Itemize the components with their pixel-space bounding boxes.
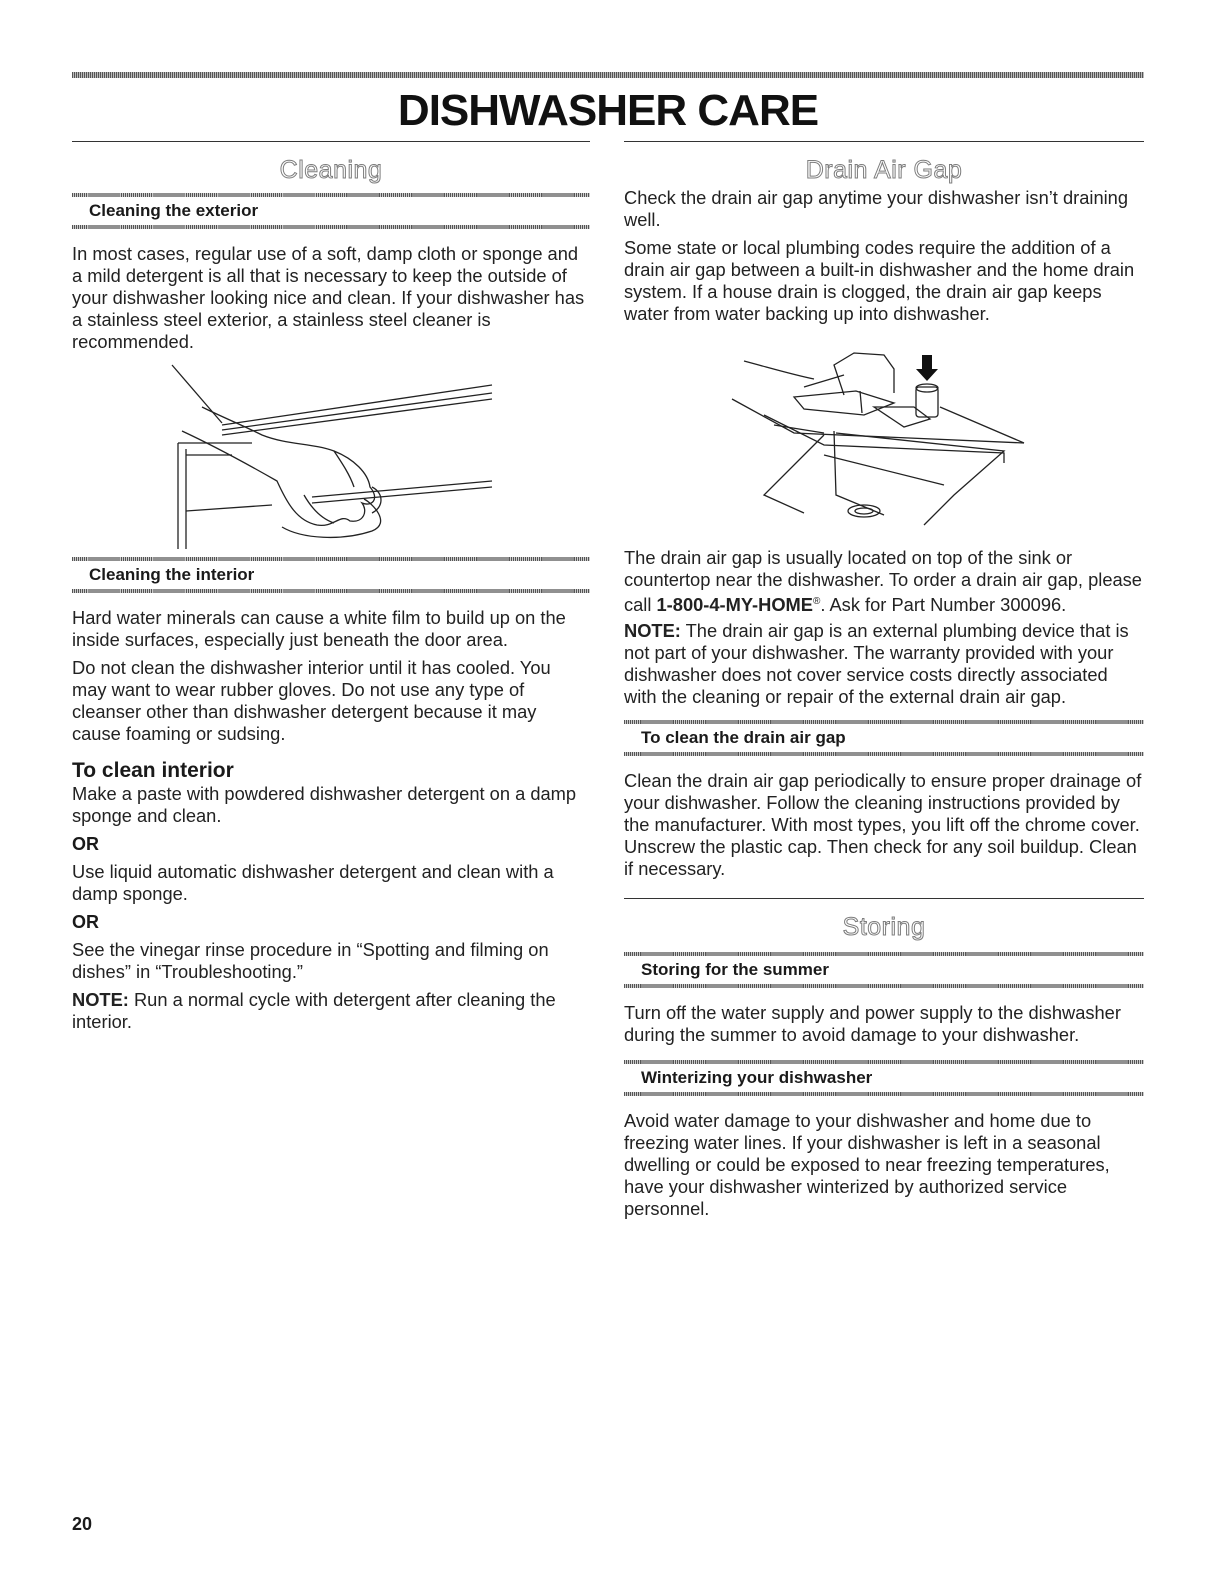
drain-note <box>624 620 1144 708</box>
sink-air-gap-illustration <box>624 335 1144 535</box>
clean-step-2: Use liquid automatic dishwasher detergent and clean with a damp sponge. <box>72 861 554 904</box>
cleaning-interior-heading: Cleaning the interior <box>72 557 590 593</box>
storing-section-title: Storing <box>842 913 926 942</box>
registered-mark: ® <box>812 596 821 607</box>
cleaning-interior-p2: Do not clean the dishwasher interior until it has cooled. You may want to wear rubber gloves. Do not use any type of cleanser other than dishwasher detergent because it may cause foaming or sudsing. <box>72 657 551 744</box>
clean-drain-text: Clean the drain air gap periodically to ensure proper drainage of your dishwasher. Follow the cleaning instructions provided by the manufacturer. With most types, you lift off the chrome cover. Unscrew the plastic cap. Then check for any soil buildup. Clean if necessary. <box>624 770 1142 880</box>
drain-p1: Check the drain air gap anytime your dishwasher isn’t draining well. <box>624 187 1129 230</box>
clean-step-3: See the vinegar rinse procedure in “Spotting and filming on dishes” in “Troubleshooting.” <box>72 939 549 982</box>
to-clean-interior-heading: To clean interior <box>72 759 234 782</box>
drain-note-text: The drain air gap is an external plumbing device that is not part of your dishwasher. The warranty provided with your dishwasher does not cover service costs directly associated with the cleaning or repair of the external drain air gap. <box>624 620 1129 708</box>
cleaning-column <box>72 142 590 1033</box>
page-title: DISHWASHER CARE <box>397 86 819 135</box>
note-label: NOTE: <box>72 989 129 1010</box>
hand-wiping-illustration <box>72 363 590 549</box>
storing-rule <box>624 898 1144 899</box>
clean-drain-air-gap-heading: To clean the drain air gap <box>624 720 1144 756</box>
cleaning-section-title: Cleaning <box>279 156 383 184</box>
drain-p3-a: The drain air gap is usually located on top of the sink or countertop near the dishwasher. To order a drain air gap, please call <box>624 547 1142 616</box>
or-label-1: OR <box>72 834 99 854</box>
phone-number: 1-800-4-MY-HOME <box>656 594 813 616</box>
cleaning-exterior-heading: Cleaning the exterior <box>72 193 590 229</box>
drain-p2: Some state or local plumbing codes require the addition of a drain air gap between a built-in dishwasher and the home drain system. If a house drain is clogged, the drain air gap keeps water from water backing up into dishwasher. <box>624 237 1135 324</box>
winterizing-text: Avoid water damage to your dishwasher and home due to freezing water lines. If your dishwasher is left in a seasonal dwelling or could be exposed to near freezing temperatures, have your dishwasher winterized by authorized service personnel. <box>624 1110 1110 1220</box>
drain-air-gap-section-title: Drain Air Gap <box>805 156 963 184</box>
cleaning-exterior-text: In most cases, regular use of a soft, damp cloth or sponge and a mild detergent is all that is necessary to keep the outside of your dishwasher looking nice and clean. If your dishwasher has a stainless steel exterior, a stainless steel cleaner is recommended. <box>72 243 585 352</box>
note-text: Run a normal cycle with detergent after cleaning the interior. <box>72 989 556 1032</box>
drain-p3 <box>624 547 1144 616</box>
storing-summer-heading: Storing for the summer <box>624 952 1144 988</box>
cleaning-note <box>72 989 590 1033</box>
drain-p3-b: . Ask for Part Number 300096. <box>820 594 1067 616</box>
cleaning-interior-p1: Hard water minerals can cause a white film to build up on the inside surfaces, especially just beneath the door area. <box>72 607 566 650</box>
drain-column <box>624 142 1144 1220</box>
storing-summer-text: Turn off the water supply and power supply to the dishwasher during the summer to avoid damage to your dishwasher. <box>624 1002 1121 1046</box>
top-rule <box>72 72 1144 78</box>
page-number: 20 <box>72 1514 93 1534</box>
or-label-2: OR <box>72 912 99 932</box>
winterizing-heading: Winterizing your dishwasher <box>624 1060 1144 1096</box>
drain-note-label: NOTE: <box>624 620 681 642</box>
clean-step-1: Make a paste with powdered dishwasher detergent on a damp sponge and clean. <box>72 783 577 826</box>
